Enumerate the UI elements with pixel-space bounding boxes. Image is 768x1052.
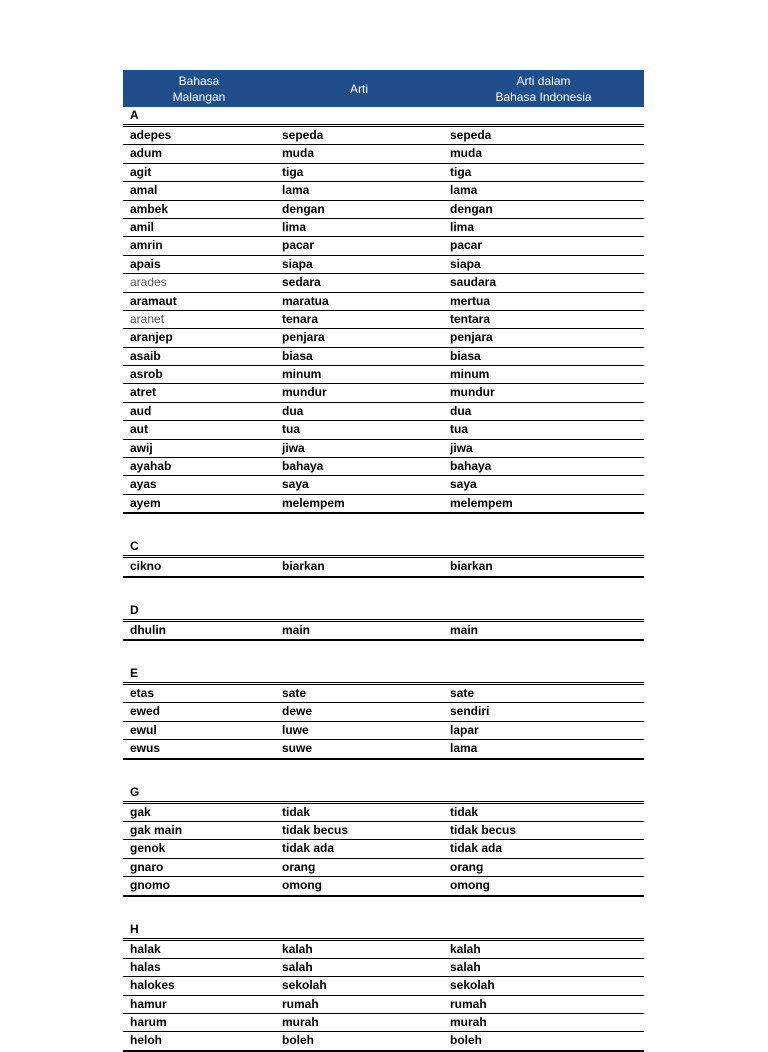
cell-indonesia: muda [450, 146, 483, 161]
cell-malangan: aranet [130, 311, 165, 326]
cell-malangan: adum [130, 146, 163, 161]
cell-arti: boleh [282, 1033, 314, 1048]
table-row [123, 685, 644, 703]
cell-arti: orang [282, 859, 316, 874]
cell-malangan: agit [130, 164, 152, 179]
table-row [123, 941, 644, 959]
cell-indonesia: bahaya [450, 459, 492, 474]
table-row [123, 329, 644, 347]
header-col-arti: Arti [350, 81, 368, 96]
cell-indonesia: lima [450, 219, 475, 234]
cell-indonesia: sekolah [450, 978, 495, 993]
cell-arti: rumah [282, 996, 319, 1011]
table-row [123, 182, 644, 200]
table-body [123, 107, 644, 1052]
cell-malangan: asrob [130, 367, 163, 382]
cell-malangan: ambek [130, 201, 169, 216]
table-row [123, 740, 644, 759]
cell-arti: suwe [282, 741, 313, 756]
cell-arti: mundur [282, 385, 327, 400]
cell-indonesia: dua [450, 403, 472, 418]
cell-malangan: harum [130, 1015, 167, 1030]
cell-indonesia: lapar [450, 722, 479, 737]
cell-malangan: atret [130, 385, 157, 400]
cell-arti: lama [282, 183, 310, 198]
section-letter: D [130, 602, 139, 617]
cell-malangan: amrin [130, 238, 163, 253]
cell-arti: melempem [282, 495, 345, 510]
cell-arti: dua [282, 403, 304, 418]
cell-arti: pacar [282, 238, 315, 253]
cell-arti: sedara [282, 275, 321, 290]
cell-malangan: arades [130, 275, 167, 290]
cell-malangan: heloh [130, 1033, 162, 1048]
cell-indonesia: tidak ada [450, 841, 503, 856]
cell-indonesia: salah [450, 959, 481, 974]
table-row [123, 219, 644, 237]
cell-arti: jiwa [282, 440, 305, 455]
cell-indonesia: pacar [450, 238, 483, 253]
cell-indonesia: boleh [450, 1033, 482, 1048]
table-row [123, 403, 644, 421]
cell-malangan: gnomo [130, 878, 170, 893]
cell-malangan: gnaro [130, 859, 164, 874]
cell-indonesia: omong [450, 878, 490, 893]
table-row [123, 384, 644, 402]
table-row [123, 127, 644, 145]
header-col-arti-indonesia [443, 70, 644, 107]
cell-malangan: halokes [130, 978, 175, 993]
cell-indonesia: lama [450, 741, 478, 756]
cell-arti: dengan [282, 201, 325, 216]
section-gap [123, 897, 644, 921]
cell-malangan: ayem [130, 495, 161, 510]
table-row [123, 311, 644, 329]
cell-arti: bahaya [282, 459, 324, 474]
table-row [123, 164, 644, 182]
section-gap [123, 641, 644, 665]
section-letter: G [130, 784, 140, 799]
cell-arti: dewe [282, 704, 313, 719]
cell-malangan: etas [130, 685, 155, 700]
cell-malangan: ayas [130, 477, 157, 492]
table-row [123, 366, 644, 384]
cell-indonesia: saudara [450, 275, 497, 290]
cell-malangan: awij [130, 440, 153, 455]
section-gap [123, 760, 644, 784]
table-row [123, 877, 644, 896]
cell-arti: murah [282, 1015, 319, 1030]
cell-malangan: gak main [130, 822, 183, 837]
cell-malangan: asaib [130, 348, 161, 363]
table-row [123, 622, 644, 641]
table-row [123, 558, 644, 577]
cell-malangan: halak [130, 941, 161, 956]
table-row [123, 495, 644, 514]
table-row [123, 145, 644, 163]
table-row [123, 421, 644, 439]
cell-malangan: aramaut [130, 293, 177, 308]
cell-indonesia: main [450, 622, 479, 637]
cell-malangan: adepes [130, 128, 172, 142]
cell-arti: tua [282, 422, 300, 437]
table-header [123, 70, 644, 107]
cell-indonesia: mertua [450, 293, 491, 308]
cell-indonesia: jiwa [450, 440, 473, 455]
cell-indonesia: sate [450, 685, 475, 700]
cell-arti: muda [282, 146, 315, 161]
dictionary-table [123, 70, 644, 1052]
cell-arti: biasa [282, 348, 313, 363]
cell-malangan: gak [130, 804, 151, 819]
cell-malangan: aud [130, 403, 152, 418]
table-row [123, 476, 644, 494]
cell-indonesia: minum [450, 367, 490, 382]
cell-malangan: ayahab [130, 459, 172, 474]
section-letter: A [130, 108, 139, 122]
section-gap [123, 514, 644, 538]
cell-malangan: apais [130, 256, 161, 271]
cell-arti: main [282, 622, 311, 637]
table-row [123, 959, 644, 977]
table-row [123, 256, 644, 274]
cell-indonesia: tentara [450, 311, 491, 326]
cell-arti: minum [282, 367, 322, 382]
table-row [123, 859, 644, 877]
cell-arti: sekolah [282, 978, 327, 993]
cell-malangan: ewed [130, 704, 161, 719]
cell-malangan: aranjep [130, 330, 173, 345]
header-col1-line2: Malangan [172, 89, 226, 104]
cell-malangan: ewus [130, 741, 161, 756]
cell-indonesia: melempem [450, 495, 513, 510]
cell-malangan: aut [130, 422, 148, 437]
table-row [123, 840, 644, 858]
table-row [123, 804, 644, 822]
table-row [123, 996, 644, 1014]
section-letter: E [130, 665, 139, 680]
cell-indonesia: rumah [450, 996, 487, 1011]
cell-arti: lima [282, 219, 307, 234]
table-row [123, 348, 644, 366]
cell-indonesia: penjara [450, 330, 493, 345]
cell-arti: omong [282, 878, 322, 893]
cell-arti: penjara [282, 330, 325, 345]
cell-indonesia: tidak becus [450, 822, 517, 837]
cell-indonesia: sendiri [450, 704, 490, 719]
table-row [123, 977, 644, 995]
header-col1-line1: Bahasa [178, 73, 220, 88]
table-row [123, 703, 644, 721]
table-row [123, 458, 644, 476]
cell-arti: tenara [282, 311, 319, 326]
cell-arti: biarkan [282, 559, 325, 574]
cell-arti: salah [282, 959, 313, 974]
header-col3-line1: Arti dalam [516, 73, 571, 88]
cell-malangan: hamur [130, 996, 167, 1011]
cell-arti: siapa [282, 256, 313, 271]
cell-indonesia: tidak [450, 804, 479, 819]
cell-malangan: cikno [130, 559, 162, 574]
cell-indonesia: orang [450, 859, 484, 874]
cell-arti: saya [282, 477, 309, 492]
cell-arti: tidak [282, 804, 311, 819]
table-row [123, 274, 644, 292]
section-letter: C [130, 539, 139, 554]
cell-indonesia: biasa [450, 348, 481, 363]
cell-indonesia: siapa [450, 256, 481, 271]
cell-malangan: genok [130, 841, 166, 856]
cell-indonesia: tiga [450, 164, 472, 179]
cell-indonesia: sepeda [450, 128, 492, 142]
cell-indonesia: tua [450, 422, 468, 437]
cell-arti: sepeda [282, 128, 324, 142]
cell-arti: tidak becus [282, 822, 349, 837]
cell-indonesia: dengan [450, 201, 493, 216]
cell-malangan: halas [130, 959, 161, 974]
cell-arti: sate [282, 685, 307, 700]
cell-malangan: amal [130, 183, 158, 198]
cell-arti: luwe [282, 722, 309, 737]
cell-malangan: amil [130, 219, 155, 234]
table-row [123, 1014, 644, 1032]
cell-malangan: dhulin [130, 622, 166, 637]
cell-indonesia: murah [450, 1015, 487, 1030]
cell-arti: tidak ada [282, 841, 335, 856]
table-row [123, 293, 644, 311]
cell-indonesia: biarkan [450, 559, 493, 574]
header-col3-line2: Bahasa Indonesia [495, 89, 592, 104]
table-row [123, 440, 644, 458]
header-col-bahasa-malangan [123, 70, 275, 107]
cell-arti: tiga [282, 164, 304, 179]
table-row [123, 1032, 644, 1051]
cell-indonesia: kalah [450, 941, 481, 956]
table-row [123, 822, 644, 840]
cell-indonesia: lama [450, 183, 478, 198]
table-row [123, 201, 644, 219]
cell-arti: maratua [282, 293, 329, 308]
cell-indonesia: mundur [450, 385, 495, 400]
section-letter: H [130, 921, 139, 936]
section-gap [123, 578, 644, 602]
cell-arti: kalah [282, 941, 313, 956]
table-row [123, 722, 644, 740]
table-row [123, 237, 644, 255]
cell-malangan: ewul [130, 722, 157, 737]
cell-indonesia: saya [450, 477, 477, 492]
